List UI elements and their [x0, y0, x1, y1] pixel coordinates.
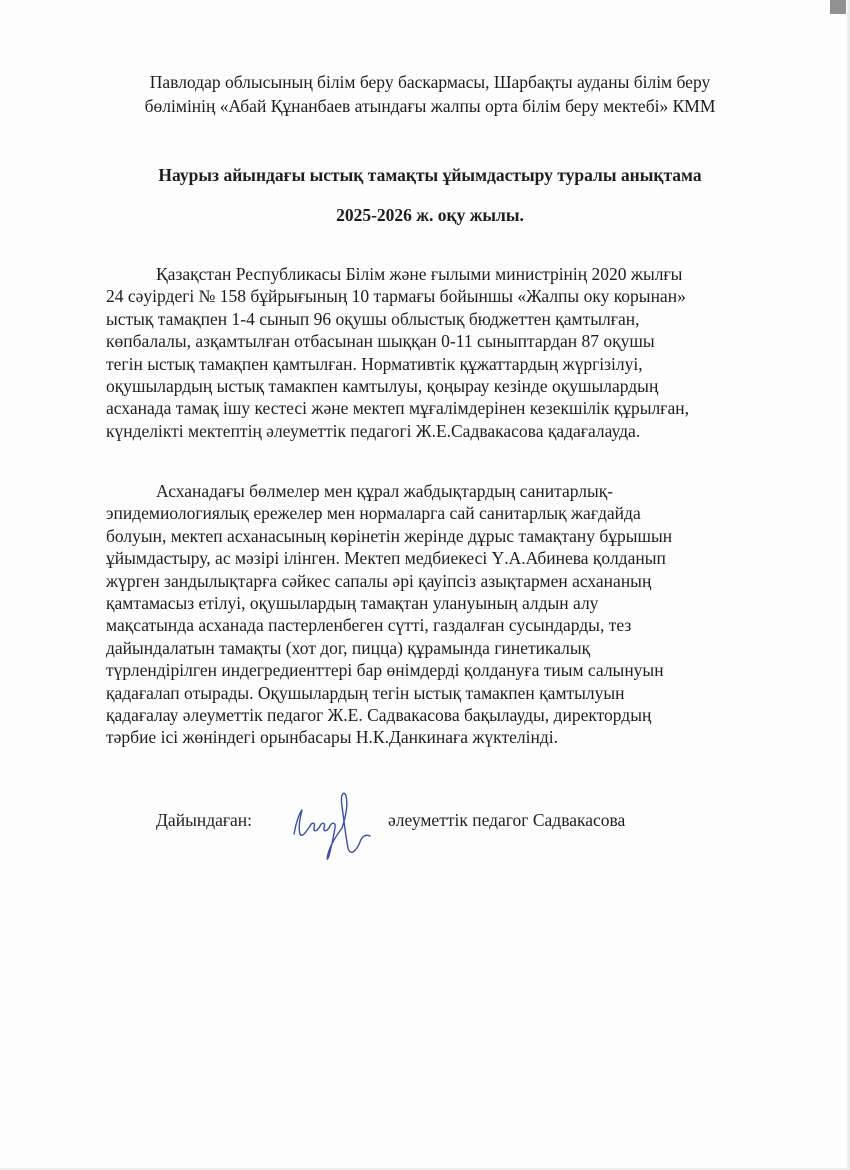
- paragraph-line: мақсатында асханада пастерленбеген сүтті, газдалған сусындарды, тез: [106, 615, 632, 636]
- paragraph-line: жүрген зандылықтарға сәйкес сапалы әрі қауіпсіз азықтармен асхананың: [106, 570, 652, 591]
- paragraph-line: болуын, мектеп асханасының көрінетін жерінде дұрыс тамақтану бұрышын: [106, 525, 673, 546]
- paragraph-line: 24 сәуірдегі № 158 бұйрығының 10 тармағы бойыншы «Жалпы оку корынан»: [106, 286, 686, 307]
- paragraph-2: [106, 480, 766, 749]
- document-title: Наурыз айындағы ыстық тамақты ұйымдастыру туралы анықтама: [158, 165, 702, 185]
- org-line-1: Павлодар облысының білім беру баскармасы, Шарбақты ауданы білім беру: [149, 72, 711, 92]
- paragraph-line: дайындалатын тамақты (хот дог, пицца) құрамында гинетикалық: [106, 637, 591, 658]
- paragraph-line: ыстық тамақпен 1-4 сынып 96 оқушы облыстық бюджеттен қамтылған,: [106, 308, 640, 329]
- paragraph-line: ұйымдастыру, ас мәзірі ілінген. Мектеп медбиекесі Ү.А.Абинева қолданып: [106, 548, 666, 569]
- paragraph-line: қамтамасыз етілуі, оқушылардың тамақтан улануының алдын алу: [106, 593, 599, 614]
- paragraph-line: күнделікті мектептің әлеуметтік педагогі Ж.Е.Садвакасова қадағалауда.: [106, 420, 641, 441]
- signature-block: [156, 808, 756, 878]
- scan-corner-mark: [830, 0, 846, 14]
- organization-header: [60, 70, 800, 118]
- paragraph-line: Асханадағы бөлмелер мен құрал жабдықтардың санитарлық-: [156, 481, 614, 501]
- paragraph-line: түрлендірілген индегредиенттері бар өнімдерді қолдануға тиым салынуын: [106, 660, 664, 681]
- paragraph-line: Қазақстан Республикасы Білім және ғылыми министрінің 2020 жылғы: [156, 264, 683, 284]
- handwritten-signature: [286, 782, 376, 872]
- paragraph-line: қадағалау әлеуметтік педагог Ж.Е. Садвакасова бақылауды, директордың: [106, 705, 652, 726]
- paragraph-line: көпбалалы, азқамтылған отбасынан шыққан 0-11 сыныптардан 87 оқушы: [106, 331, 655, 352]
- paragraph-line: эпидемиологиялық ережелер мен нормаларга сай санитарлық жағдайда: [106, 503, 641, 524]
- paragraph-line: асханада тамақ ішу кестесі және мектеп мұғалімдерінен кезекшілік құрылған,: [106, 398, 689, 419]
- paragraph-1: [106, 263, 766, 442]
- paragraph-line: тегін ыстық тамақпен қамтылған. Нормативтік құжаттардың жүргізілуі,: [106, 353, 643, 374]
- academic-year: 2025-2026 ж. оқу жылы.: [336, 205, 524, 225]
- prepared-by-role: әлеуметтік педагог Садвакасова: [388, 810, 626, 830]
- org-line-2: бөлімінің «Абай Құнанбаев атындағы жалпы орта білім беру мектебі» КММ: [144, 96, 716, 116]
- paragraph-line: тәрбие ісі жөніндегі орынбасары Н.К.Данкинаға жүктелінді.: [106, 727, 558, 748]
- paragraph-line: қадағалап отырады. Оқушылардың тегін ыстық тамакпен қамтылуын: [106, 682, 625, 703]
- paragraph-line: оқушылардың ыстық тамакпен камтылуы, қоңырау кезінде оқушылардың: [106, 376, 659, 397]
- prepared-by-label: Дайындаған:: [156, 810, 253, 830]
